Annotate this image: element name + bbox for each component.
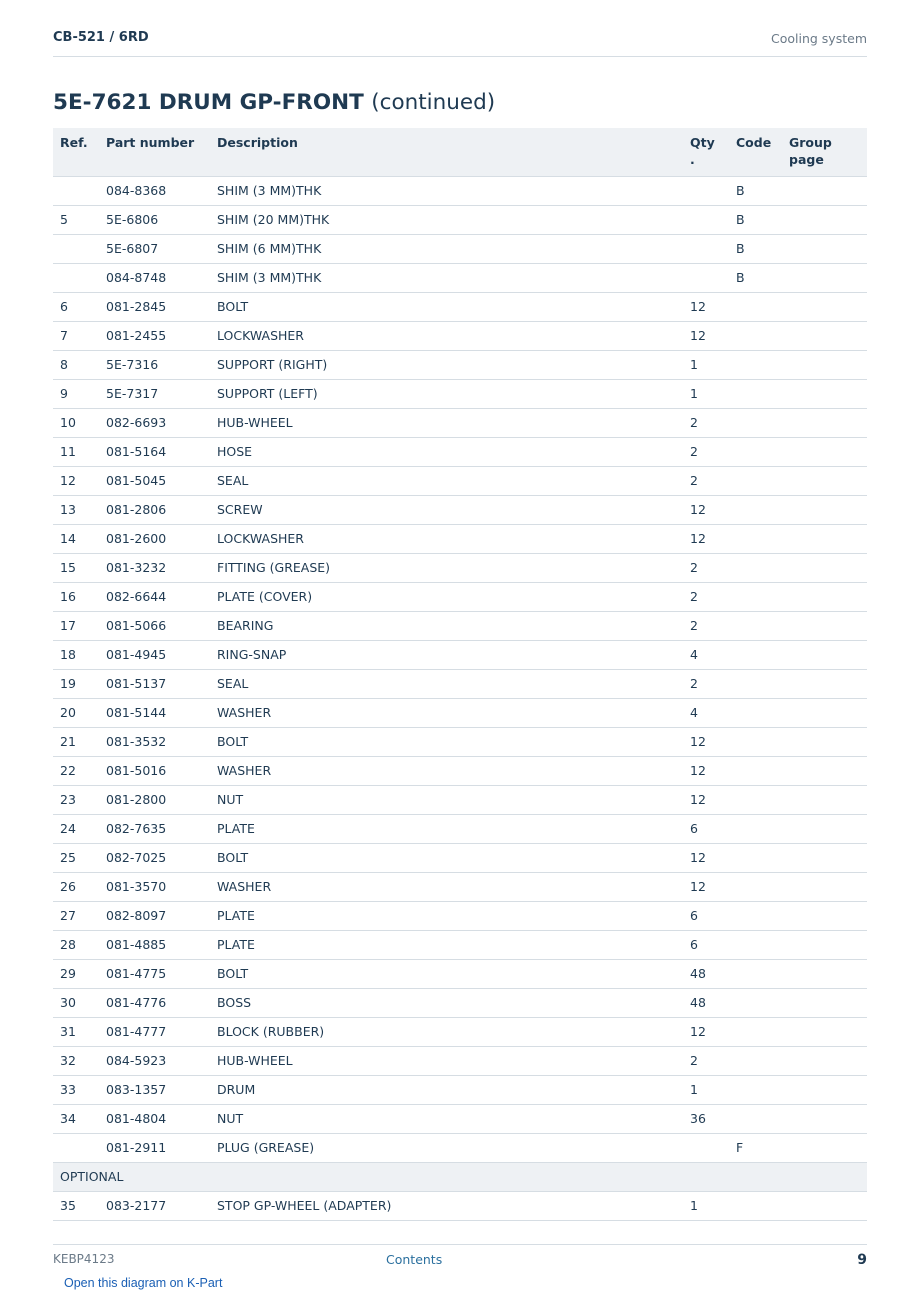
cell-group-page xyxy=(782,727,867,756)
cell-description: SEAL xyxy=(210,669,683,698)
table-row xyxy=(53,669,867,698)
cell-code xyxy=(729,814,782,843)
cell-description: SHIM (3 MM)THK xyxy=(210,176,683,205)
cell-ref: 15 xyxy=(53,553,99,582)
cell-group-page xyxy=(782,756,867,785)
cell-ref: 28 xyxy=(53,930,99,959)
cell-group-page xyxy=(782,205,867,234)
cell-part-number: 084-8748 xyxy=(99,263,210,292)
cell-qty: 12 xyxy=(683,727,729,756)
cell-ref: 5 xyxy=(53,205,99,234)
cell-qty: 36 xyxy=(683,1104,729,1133)
cell-code xyxy=(729,321,782,350)
table-row xyxy=(53,205,867,234)
cell-part-number: 082-6693 xyxy=(99,408,210,437)
cell-qty: 12 xyxy=(683,872,729,901)
cell-ref xyxy=(53,176,99,205)
table-row xyxy=(53,379,867,408)
model-label: CB-521 / 6RD xyxy=(53,30,149,45)
cell-qty: 6 xyxy=(683,814,729,843)
cell-ref: 16 xyxy=(53,582,99,611)
cell-ref xyxy=(53,1133,99,1162)
cell-part-number: 081-4945 xyxy=(99,640,210,669)
cell-ref: 7 xyxy=(53,321,99,350)
cell-part-number: 081-2600 xyxy=(99,524,210,553)
cell-part-number: 082-6644 xyxy=(99,582,210,611)
cell-group-page xyxy=(782,930,867,959)
cell-code xyxy=(729,785,782,814)
cell-code: F xyxy=(729,1133,782,1162)
cell-code xyxy=(729,640,782,669)
section-label: Cooling system xyxy=(771,31,867,46)
cell-qty: 12 xyxy=(683,785,729,814)
cell-description: NUT xyxy=(210,1104,683,1133)
cell-qty: 1 xyxy=(683,379,729,408)
section-heading: OPTIONAL xyxy=(53,1162,867,1191)
cell-ref xyxy=(53,234,99,263)
cell-part-number: 081-3532 xyxy=(99,727,210,756)
cell-part-number: 081-2806 xyxy=(99,495,210,524)
cell-part-number: 081-4885 xyxy=(99,930,210,959)
cell-code: B xyxy=(729,263,782,292)
cell-code xyxy=(729,379,782,408)
cell-code xyxy=(729,901,782,930)
cell-part-number: 082-7635 xyxy=(99,814,210,843)
cell-part-number: 081-4777 xyxy=(99,1017,210,1046)
cell-description: PLUG (GREASE) xyxy=(210,1133,683,1162)
cell-group-page xyxy=(782,1075,867,1104)
table-row xyxy=(53,350,867,379)
page-title xyxy=(53,90,495,115)
cell-group-page xyxy=(782,669,867,698)
cell-code xyxy=(729,1046,782,1075)
cell-qty: 2 xyxy=(683,437,729,466)
cell-ref: 6 xyxy=(53,292,99,321)
cell-qty: 2 xyxy=(683,611,729,640)
cell-group-page xyxy=(782,466,867,495)
cell-description: PLATE xyxy=(210,814,683,843)
cell-code xyxy=(729,466,782,495)
cell-ref: 27 xyxy=(53,901,99,930)
cell-description: SHIM (6 MM)THK xyxy=(210,234,683,263)
cell-description: LOCKWASHER xyxy=(210,524,683,553)
cell-qty xyxy=(683,263,729,292)
table-row xyxy=(53,263,867,292)
cell-description: FITTING (GREASE) xyxy=(210,553,683,582)
cell-group-page xyxy=(782,988,867,1017)
cell-part-number: 081-5144 xyxy=(99,698,210,727)
cell-part-number: 081-2911 xyxy=(99,1133,210,1162)
cell-group-page xyxy=(782,640,867,669)
table-row xyxy=(53,698,867,727)
cell-qty: 12 xyxy=(683,756,729,785)
cell-part-number: 084-5923 xyxy=(99,1046,210,1075)
table-row xyxy=(53,321,867,350)
cell-code: B xyxy=(729,205,782,234)
cell-group-page xyxy=(782,176,867,205)
cell-description: BOSS xyxy=(210,988,683,1017)
cell-group-page xyxy=(782,437,867,466)
cell-part-number: 081-5045 xyxy=(99,466,210,495)
cell-ref: 17 xyxy=(53,611,99,640)
table-row xyxy=(53,495,867,524)
title-suffix: (continued) xyxy=(371,90,496,115)
cell-part-number: 084-8368 xyxy=(99,176,210,205)
cell-code xyxy=(729,959,782,988)
cell-qty: 4 xyxy=(683,640,729,669)
cell-code xyxy=(729,698,782,727)
cell-ref: 34 xyxy=(53,1104,99,1133)
table-row xyxy=(53,1017,867,1046)
cell-part-number: 081-4776 xyxy=(99,988,210,1017)
title-main: 5E-7621 DRUM GP-FRONT xyxy=(53,90,364,115)
cell-ref: 24 xyxy=(53,814,99,843)
cell-ref: 8 xyxy=(53,350,99,379)
table-row xyxy=(53,756,867,785)
cell-group-page xyxy=(782,1191,867,1220)
footer-divider xyxy=(53,1244,867,1245)
cell-ref: 11 xyxy=(53,437,99,466)
cell-ref: 31 xyxy=(53,1017,99,1046)
cell-code xyxy=(729,524,782,553)
cell-description: BOLT xyxy=(210,843,683,872)
table-row xyxy=(53,814,867,843)
table-row xyxy=(53,872,867,901)
cell-description: SEAL xyxy=(210,466,683,495)
cell-qty: 48 xyxy=(683,959,729,988)
table-row xyxy=(53,930,867,959)
table-row xyxy=(53,524,867,553)
cell-code xyxy=(729,669,782,698)
cell-code xyxy=(729,930,782,959)
cell-qty: 6 xyxy=(683,930,729,959)
cell-group-page xyxy=(782,1017,867,1046)
cell-ref: 35 xyxy=(53,1191,99,1220)
table-row xyxy=(53,843,867,872)
cell-description: SHIM (20 MM)THK xyxy=(210,205,683,234)
table-row xyxy=(53,234,867,263)
cell-qty xyxy=(683,234,729,263)
cell-group-page xyxy=(782,379,867,408)
cell-code xyxy=(729,495,782,524)
cell-qty: 12 xyxy=(683,843,729,872)
cell-ref: 33 xyxy=(53,1075,99,1104)
cell-qty: 2 xyxy=(683,669,729,698)
cell-part-number: 5E-7316 xyxy=(99,350,210,379)
cell-group-page xyxy=(782,321,867,350)
cell-group-page xyxy=(782,872,867,901)
cell-code xyxy=(729,350,782,379)
cell-code: B xyxy=(729,176,782,205)
cell-description: SHIM (3 MM)THK xyxy=(210,263,683,292)
cell-qty: 12 xyxy=(683,1017,729,1046)
table-row xyxy=(53,785,867,814)
cell-ref: 12 xyxy=(53,466,99,495)
cell-group-page xyxy=(782,350,867,379)
table-row xyxy=(53,437,867,466)
cell-description: NUT xyxy=(210,785,683,814)
table-row xyxy=(53,292,867,321)
cell-ref: 10 xyxy=(53,408,99,437)
cell-ref: 19 xyxy=(53,669,99,698)
table-row xyxy=(53,1046,867,1075)
contents-link[interactable]: Contents xyxy=(386,1252,443,1267)
table-row xyxy=(53,408,867,437)
cell-group-page xyxy=(782,495,867,524)
table-row xyxy=(53,988,867,1017)
table-section-row xyxy=(53,1162,867,1191)
cell-qty: 1 xyxy=(683,1075,729,1104)
cell-qty: 2 xyxy=(683,1046,729,1075)
cell-ref: 26 xyxy=(53,872,99,901)
cell-qty xyxy=(683,1133,729,1162)
cell-group-page xyxy=(782,785,867,814)
cell-qty: 12 xyxy=(683,292,729,321)
cell-ref: 14 xyxy=(53,524,99,553)
cell-group-page xyxy=(782,1133,867,1162)
cell-code xyxy=(729,582,782,611)
table-row xyxy=(53,582,867,611)
cell-description: WASHER xyxy=(210,698,683,727)
cell-code xyxy=(729,1104,782,1133)
cell-part-number: 081-2845 xyxy=(99,292,210,321)
cell-qty: 1 xyxy=(683,1191,729,1220)
table-row xyxy=(53,1133,867,1162)
cell-ref: 13 xyxy=(53,495,99,524)
cell-description: BLOCK (RUBBER) xyxy=(210,1017,683,1046)
cell-description: SUPPORT (LEFT) xyxy=(210,379,683,408)
table-header-row xyxy=(53,128,867,176)
cell-code xyxy=(729,1075,782,1104)
cell-description: WASHER xyxy=(210,872,683,901)
cell-ref: 20 xyxy=(53,698,99,727)
open-diagram-link[interactable]: Open this diagram on K-Part xyxy=(64,1276,223,1290)
cell-qty: 2 xyxy=(683,582,729,611)
cell-code: B xyxy=(729,234,782,263)
cell-description: STOP GP-WHEEL (ADAPTER) xyxy=(210,1191,683,1220)
header-ref: Ref. xyxy=(53,128,99,176)
cell-code xyxy=(729,1017,782,1046)
cell-description: HUB-WHEEL xyxy=(210,1046,683,1075)
cell-code xyxy=(729,437,782,466)
cell-code xyxy=(729,292,782,321)
table-row xyxy=(53,959,867,988)
cell-group-page xyxy=(782,959,867,988)
cell-code xyxy=(729,611,782,640)
cell-code xyxy=(729,988,782,1017)
table-row xyxy=(53,466,867,495)
cell-group-page xyxy=(782,524,867,553)
cell-qty: 48 xyxy=(683,988,729,1017)
cell-ref: 21 xyxy=(53,727,99,756)
cell-group-page xyxy=(782,843,867,872)
cell-ref: 18 xyxy=(53,640,99,669)
table-row xyxy=(53,640,867,669)
cell-group-page xyxy=(782,611,867,640)
cell-ref xyxy=(53,263,99,292)
cell-qty xyxy=(683,205,729,234)
cell-qty: 12 xyxy=(683,321,729,350)
cell-part-number: 081-4804 xyxy=(99,1104,210,1133)
cell-description: HUB-WHEEL xyxy=(210,408,683,437)
cell-qty: 12 xyxy=(683,524,729,553)
cell-part-number: 083-2177 xyxy=(99,1191,210,1220)
cell-code xyxy=(729,756,782,785)
cell-part-number: 081-2455 xyxy=(99,321,210,350)
table-row xyxy=(53,1075,867,1104)
cell-qty: 6 xyxy=(683,901,729,930)
cell-qty xyxy=(683,176,729,205)
cell-ref: 9 xyxy=(53,379,99,408)
cell-qty: 4 xyxy=(683,698,729,727)
cell-ref: 23 xyxy=(53,785,99,814)
header-code: Code xyxy=(729,128,782,176)
cell-ref: 25 xyxy=(53,843,99,872)
table-row xyxy=(53,1104,867,1133)
cell-group-page xyxy=(782,292,867,321)
table-row xyxy=(53,1191,867,1220)
cell-ref: 32 xyxy=(53,1046,99,1075)
parts-table-body xyxy=(53,176,867,1220)
cell-part-number: 083-1357 xyxy=(99,1075,210,1104)
cell-qty: 12 xyxy=(683,495,729,524)
cell-qty: 2 xyxy=(683,466,729,495)
cell-part-number: 081-5016 xyxy=(99,756,210,785)
cell-part-number: 082-8097 xyxy=(99,901,210,930)
cell-code xyxy=(729,408,782,437)
table-row xyxy=(53,727,867,756)
cell-group-page xyxy=(782,901,867,930)
page-header xyxy=(53,28,867,57)
cell-description: LOCKWASHER xyxy=(210,321,683,350)
cell-part-number: 081-4775 xyxy=(99,959,210,988)
table-row xyxy=(53,553,867,582)
cell-part-number: 5E-7317 xyxy=(99,379,210,408)
cell-part-number: 082-7025 xyxy=(99,843,210,872)
cell-qty: 1 xyxy=(683,350,729,379)
cell-group-page xyxy=(782,698,867,727)
cell-group-page xyxy=(782,263,867,292)
cell-group-page xyxy=(782,234,867,263)
cell-part-number: 5E-6806 xyxy=(99,205,210,234)
cell-code xyxy=(729,553,782,582)
cell-group-page xyxy=(782,582,867,611)
cell-description: WASHER xyxy=(210,756,683,785)
cell-group-page xyxy=(782,1104,867,1133)
cell-description: BOLT xyxy=(210,959,683,988)
header-part-number: Part number xyxy=(99,128,210,176)
cell-description: PLATE (COVER) xyxy=(210,582,683,611)
cell-group-page xyxy=(782,408,867,437)
cell-description: PLATE xyxy=(210,901,683,930)
document-code: KEBP4123 xyxy=(53,1252,115,1266)
cell-qty: 2 xyxy=(683,408,729,437)
cell-description: HOSE xyxy=(210,437,683,466)
cell-description: BEARING xyxy=(210,611,683,640)
cell-qty: 2 xyxy=(683,553,729,582)
cell-code xyxy=(729,872,782,901)
cell-ref: 22 xyxy=(53,756,99,785)
cell-group-page xyxy=(782,553,867,582)
page-number: 9 xyxy=(857,1252,867,1268)
table-row xyxy=(53,176,867,205)
cell-description: SCREW xyxy=(210,495,683,524)
cell-description: BOLT xyxy=(210,727,683,756)
cell-ref: 29 xyxy=(53,959,99,988)
cell-description: BOLT xyxy=(210,292,683,321)
cell-code xyxy=(729,1191,782,1220)
cell-description: SUPPORT (RIGHT) xyxy=(210,350,683,379)
cell-part-number: 081-5137 xyxy=(99,669,210,698)
cell-ref: 30 xyxy=(53,988,99,1017)
cell-part-number: 081-2800 xyxy=(99,785,210,814)
cell-part-number: 081-5164 xyxy=(99,437,210,466)
table-row xyxy=(53,901,867,930)
header-qty: Qty . xyxy=(683,128,729,176)
cell-code xyxy=(729,727,782,756)
cell-part-number: 081-3570 xyxy=(99,872,210,901)
cell-group-page xyxy=(782,814,867,843)
header-group-page: Group page xyxy=(782,128,867,176)
cell-part-number: 081-5066 xyxy=(99,611,210,640)
cell-description: RING-SNAP xyxy=(210,640,683,669)
cell-description: PLATE xyxy=(210,930,683,959)
cell-part-number: 081-3232 xyxy=(99,553,210,582)
cell-code xyxy=(729,843,782,872)
cell-part-number: 5E-6807 xyxy=(99,234,210,263)
cell-description: DRUM xyxy=(210,1075,683,1104)
parts-table xyxy=(53,128,867,1221)
table-row xyxy=(53,611,867,640)
header-description: Description xyxy=(210,128,683,176)
cell-group-page xyxy=(782,1046,867,1075)
